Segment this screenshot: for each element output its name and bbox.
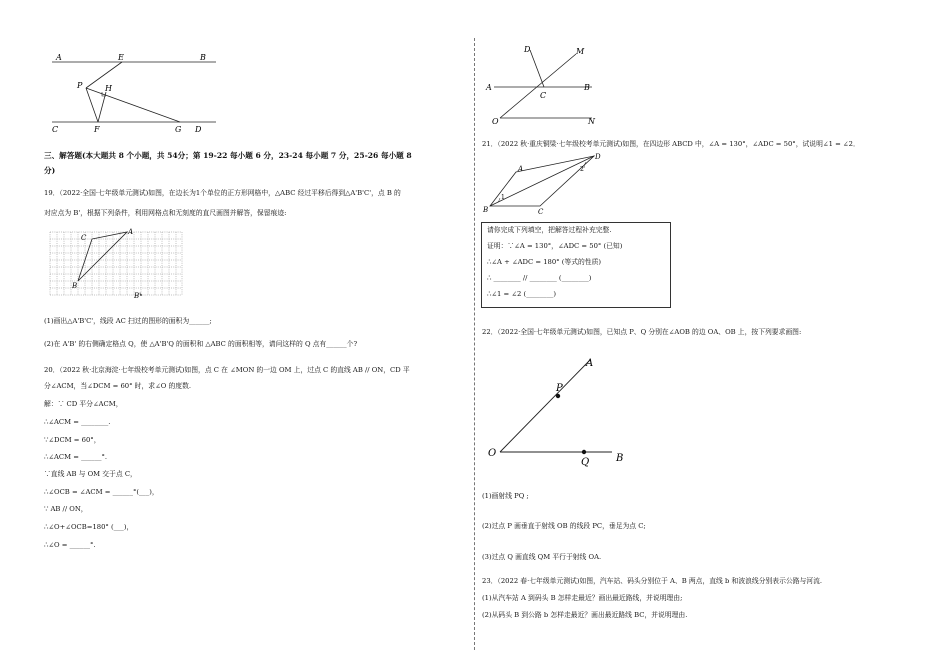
q21-label-c: C [538,208,544,216]
q20-step-9: ∴∠O = ______°. [44,541,96,549]
grid-label-b: B [72,282,78,290]
q22-figure [482,346,642,470]
top-geometry-figure [44,50,224,134]
q22-line1: 22．（2022·全国·七年级单元测试)如图，已知点 P、Q 分别在∠AOB 的边 OA、OB 上，按下列要求画图: [482,328,802,336]
grid-label-c: C [81,234,87,242]
q20-step-6: ∴∠OCB = ∠ACM = ______°(___)， [44,488,159,496]
q20-step-8: ∴∠O+∠OCB=180° (___)， [44,523,134,531]
q20-label-d: D [524,45,531,54]
q21-label-b: B [483,206,489,214]
q21-proof-box [481,222,671,308]
q20-step-1: 解：∵ CD 平分∠ACM， [44,400,123,408]
label-f: F [94,125,100,134]
q22-sub2: (2)过点 P 画垂直于射线 OB 的线段 PC，垂足为点 C; [482,522,646,530]
section-title: 三、解答题(本大题共 8 个小题，共 54分；第 19-22 每小题 6 分，23-24 每小题 7 分，25-26 每小题 8 [44,151,412,160]
label-g: G [175,125,182,134]
label-c: C [52,125,59,134]
q21-box-line4: ∴ ________ // ________ (________) [487,274,592,282]
q21-label-a: A [518,165,524,173]
q23-sub2: (2)从码头 B 到公路 b 怎样走最近？画出最近路线 BC，并说明理由. [482,611,688,619]
label-h: H [105,84,112,93]
q22-sub1: (1)画射线 PQ ; [482,492,529,500]
q20-label-a: A [486,83,492,92]
q20-label-m: M [576,47,585,56]
label-e: E [118,53,124,62]
q19-grid-figure [48,228,184,300]
q20-step-2: ∴∠ACM = ________. [44,418,111,426]
q21-box-line5: ∴∠1 = ∠2 (________) [487,290,557,298]
q19-sub2: (2)在 A'B' 的右侧确定格点 Q，使 △A'B'Q 的面积和 △ABC 的面积相等，请问这样的 Q 点有______个? [44,340,358,348]
q20-step-7: ∵ AB // ON， [44,505,88,513]
q19-sub1: (1)画出△A'B'C'，线段 AC 扫过的图形的面积为______; [44,317,212,325]
label-a: A [56,53,62,62]
q21-box-line3: ∴∠A + ∠ADC = 180° (等式的性质) [487,258,602,266]
q20-label-b: B [584,83,590,92]
q20-label-n: N [588,117,595,126]
q22-label-p: P [556,383,563,394]
q22-label-q: Q [581,457,590,468]
q21-line1: 21．（2022 秋·重庆铜梁·七年级校考单元测试)如图，在四边形 ABCD 中，∠A = 130°，∠ADC = 50°，试说明∠1 = ∠2． [482,140,860,148]
grid-label-b-prime: B' [134,292,142,300]
column-divider [474,38,476,650]
q20-line1: 20．（2022 秋·北京海淀·七年级校考单元测试)如图，点 C 在 ∠MON 的一边 OM 上，过点 C 的直线 AB // ON，CD 平 [44,366,410,374]
label-p: P [77,81,83,90]
q20-step-3: ∵∠DCM = 60°， [44,436,101,444]
q23-sub1: (1)从汽车站 A 到码头 B 怎样走最近？画出最近路线，并说明理由; [482,594,683,602]
q20-label-c: C [540,91,547,100]
q20-step-4: ∴∠ACM = ______°. [44,453,108,461]
q21-label-d: D [595,153,601,161]
q21-box-line2: 证明：∵∠A = 130°，∠ADC = 50° (已知) [487,242,623,250]
q22-label-o: O [488,448,497,459]
q21-box-line1: 请你完成下列填空，把解答过程补充完整. [487,226,612,234]
section-title-cont: 分) [44,166,56,175]
q22-label-b: B [616,453,624,464]
grid-label-a: A [128,228,134,236]
q20-line2: 分∠ACM，当∠DCM = 60° 时，求∠O 的度数. [44,382,192,390]
q20-label-o: O [492,117,499,126]
q22-label-a: A [586,358,594,369]
q21-label-1: 1 [501,194,505,201]
label-d: D [195,125,202,134]
q22-sub3: (3)过点 Q 画直线 QM 平行于射线 OA. [482,553,602,561]
q21-label-2: 2 [580,166,584,173]
q19-line1: 19．（2022·全国·七年级单元测试)如图，在边长为1个单位的正方形网格中，△ABC 经过平移后得到△A'B'C'，点 B 的 [44,189,401,197]
q20-figure [480,42,620,126]
label-b: B [200,53,206,62]
q21-figure [482,150,610,216]
q20-step-5: ∵直线 AB 与 OM 交于点 C， [44,470,137,478]
q19-line2: 对应点为 B'，根据下列条件，利用网格点和无刻度的直尺画图并解答，保留痕迹: [44,209,287,217]
q23-line1: 23．（2022 春·七年级单元测试)如图，汽车站、码头分别位于 A、B 两点，直线 b 和波浪线分别表示公路与河流. [482,577,823,585]
